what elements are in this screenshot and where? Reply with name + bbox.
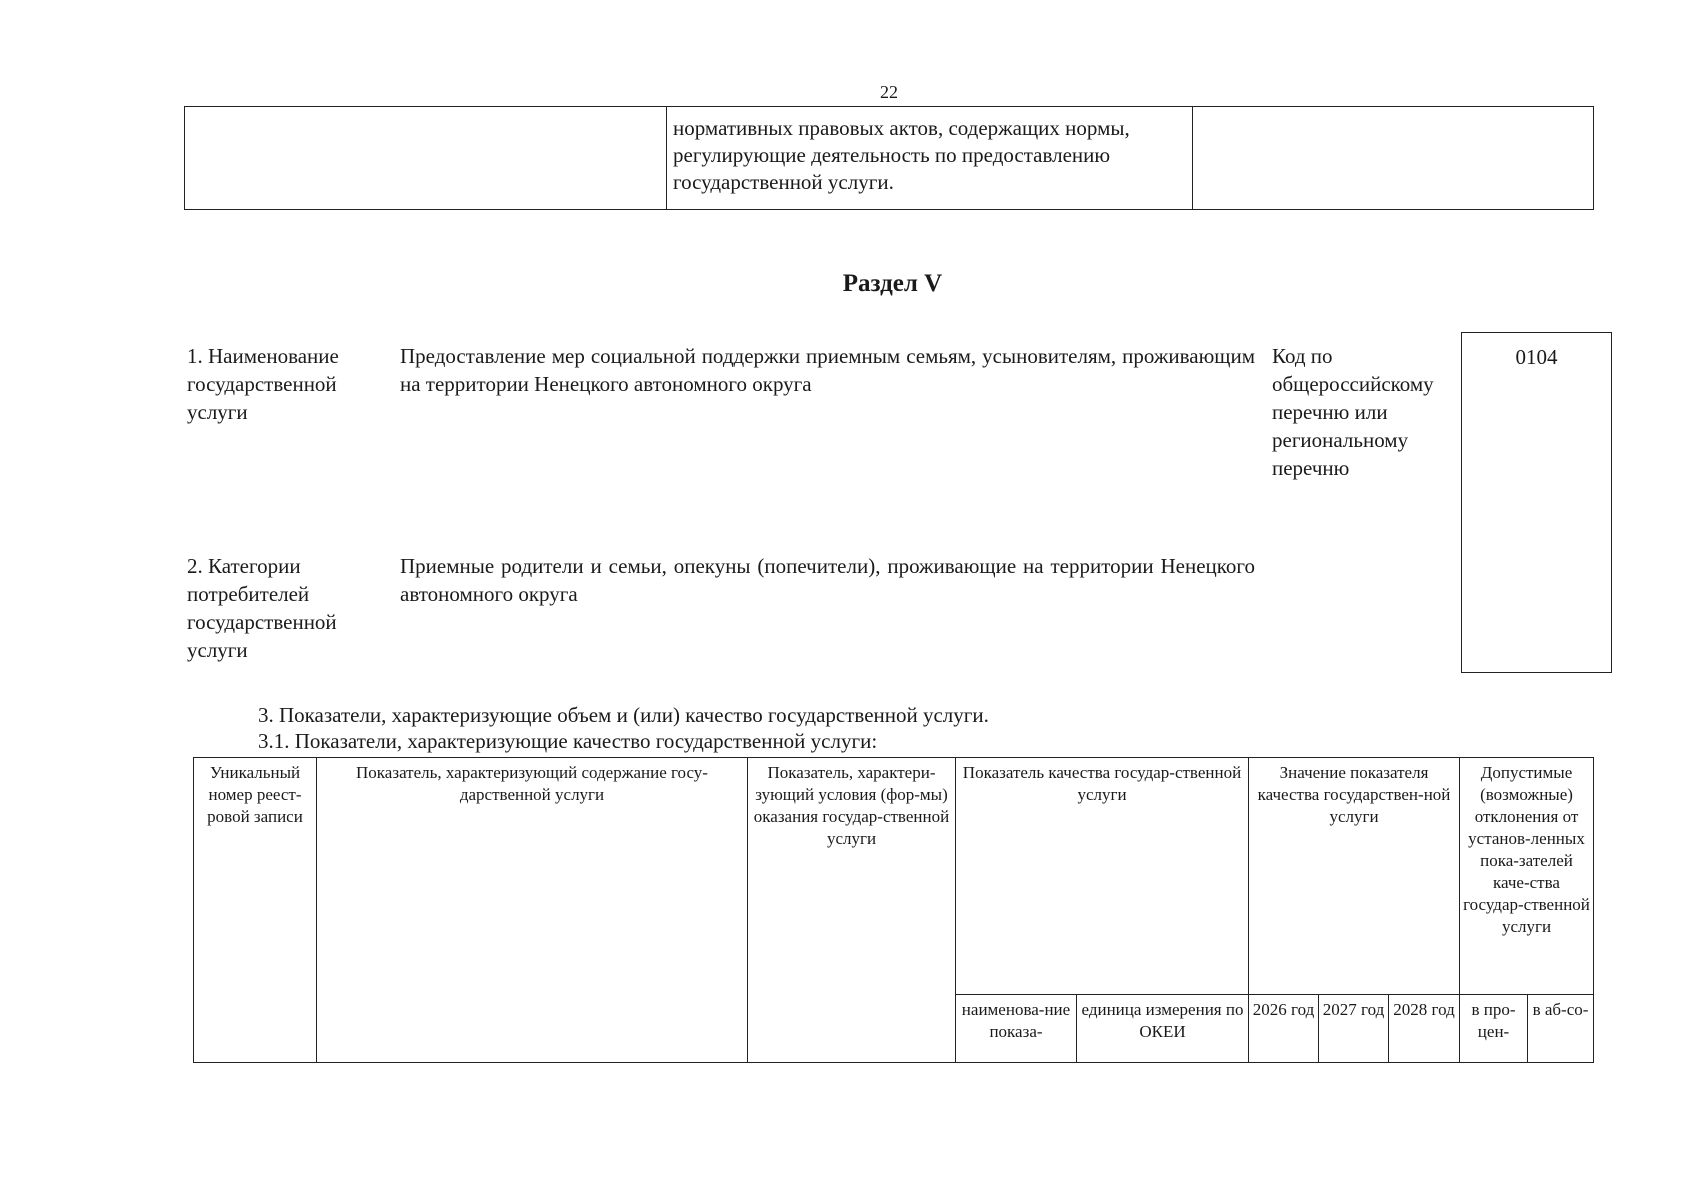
label-line: Код по	[1272, 344, 1333, 368]
continuation-line: регулирующие деятельность по предоставлению	[673, 143, 1111, 167]
section-title: Раздел V	[842, 270, 943, 297]
indicators-heading: 3. Показатели, характеризующие объем и (или) качество государственной услуги.	[258, 703, 989, 727]
header-quality-indicator: Показатель качества государ-ственной услуги	[956, 758, 1249, 995]
header-registry-number: Уникальный номер реест-ровой записи	[194, 758, 317, 1063]
label-line: общероссийскому	[1272, 372, 1434, 396]
label-line: перечню	[1272, 456, 1350, 480]
code-value: 0104	[1515, 345, 1558, 369]
page-number: 22	[880, 82, 898, 102]
continuation-cell-empty-left	[185, 107, 667, 209]
subheader-year-2026: 2026 год	[1249, 995, 1319, 1063]
header-deviations: Допустимые (возможные) отклонения от установ-ленных пока-зателей каче-ства государ-ственной услуги	[1460, 758, 1594, 995]
code-label	[1272, 342, 1452, 482]
indicators-subheading: 3.1. Показатели, характеризующие качество государственной услуги:	[258, 729, 878, 753]
code-box	[1461, 332, 1612, 673]
label-line: государственной	[187, 372, 337, 396]
consumers-value: Приемные родители и семьи, опекуны (попечители), проживающие на территории Ненецкого автономного округа	[400, 554, 1255, 606]
subheader-unit: единица измерения по ОКЕИ	[1077, 995, 1249, 1063]
continuation-table	[184, 106, 1594, 210]
label-line: региональному	[1272, 428, 1409, 452]
subheader-indicator-name: наименова-ние показа-	[956, 995, 1077, 1063]
header-content-indicator: Показатель, характеризующий содержание госу-дарственной услуги	[317, 758, 748, 1063]
label-line: услуги	[187, 400, 248, 424]
subheader-year-2027: 2027 год	[1319, 995, 1389, 1063]
service-name-label	[187, 342, 339, 426]
subheader-percent: в про-цен-	[1460, 995, 1528, 1063]
header-quality-value: Значение показателя качества государствен-ной услуги	[1249, 758, 1460, 995]
label-line: государственной	[187, 610, 337, 634]
continuation-line: нормативных правовых актов, содержащих нормы,	[673, 116, 1130, 140]
label-line: 1. Наименование	[187, 344, 339, 368]
label-line: услуги	[187, 638, 248, 662]
consumers-label	[187, 552, 337, 664]
label-line: 2. Категории	[187, 554, 301, 578]
label-line: потребителей	[187, 582, 310, 606]
continuation-cell-text	[667, 107, 1193, 209]
continuation-cell-empty-right	[1193, 107, 1593, 209]
continuation-line: государственной услуги.	[673, 170, 894, 194]
header-condition-indicator: Показатель, характери-зующий условия (фор-мы) оказания государ-ственной услуги	[748, 758, 956, 1063]
subheader-year-2028: 2028 год	[1389, 995, 1460, 1063]
quality-indicators-table	[193, 757, 1594, 1063]
service-name-value: Предоставление мер социальной поддержки приемным семьям, усыновителям, проживающим на территории Ненецкого автономного округа	[400, 344, 1255, 396]
label-line: перечню или	[1272, 400, 1388, 424]
subheader-absolute: в аб-со-	[1528, 995, 1594, 1063]
